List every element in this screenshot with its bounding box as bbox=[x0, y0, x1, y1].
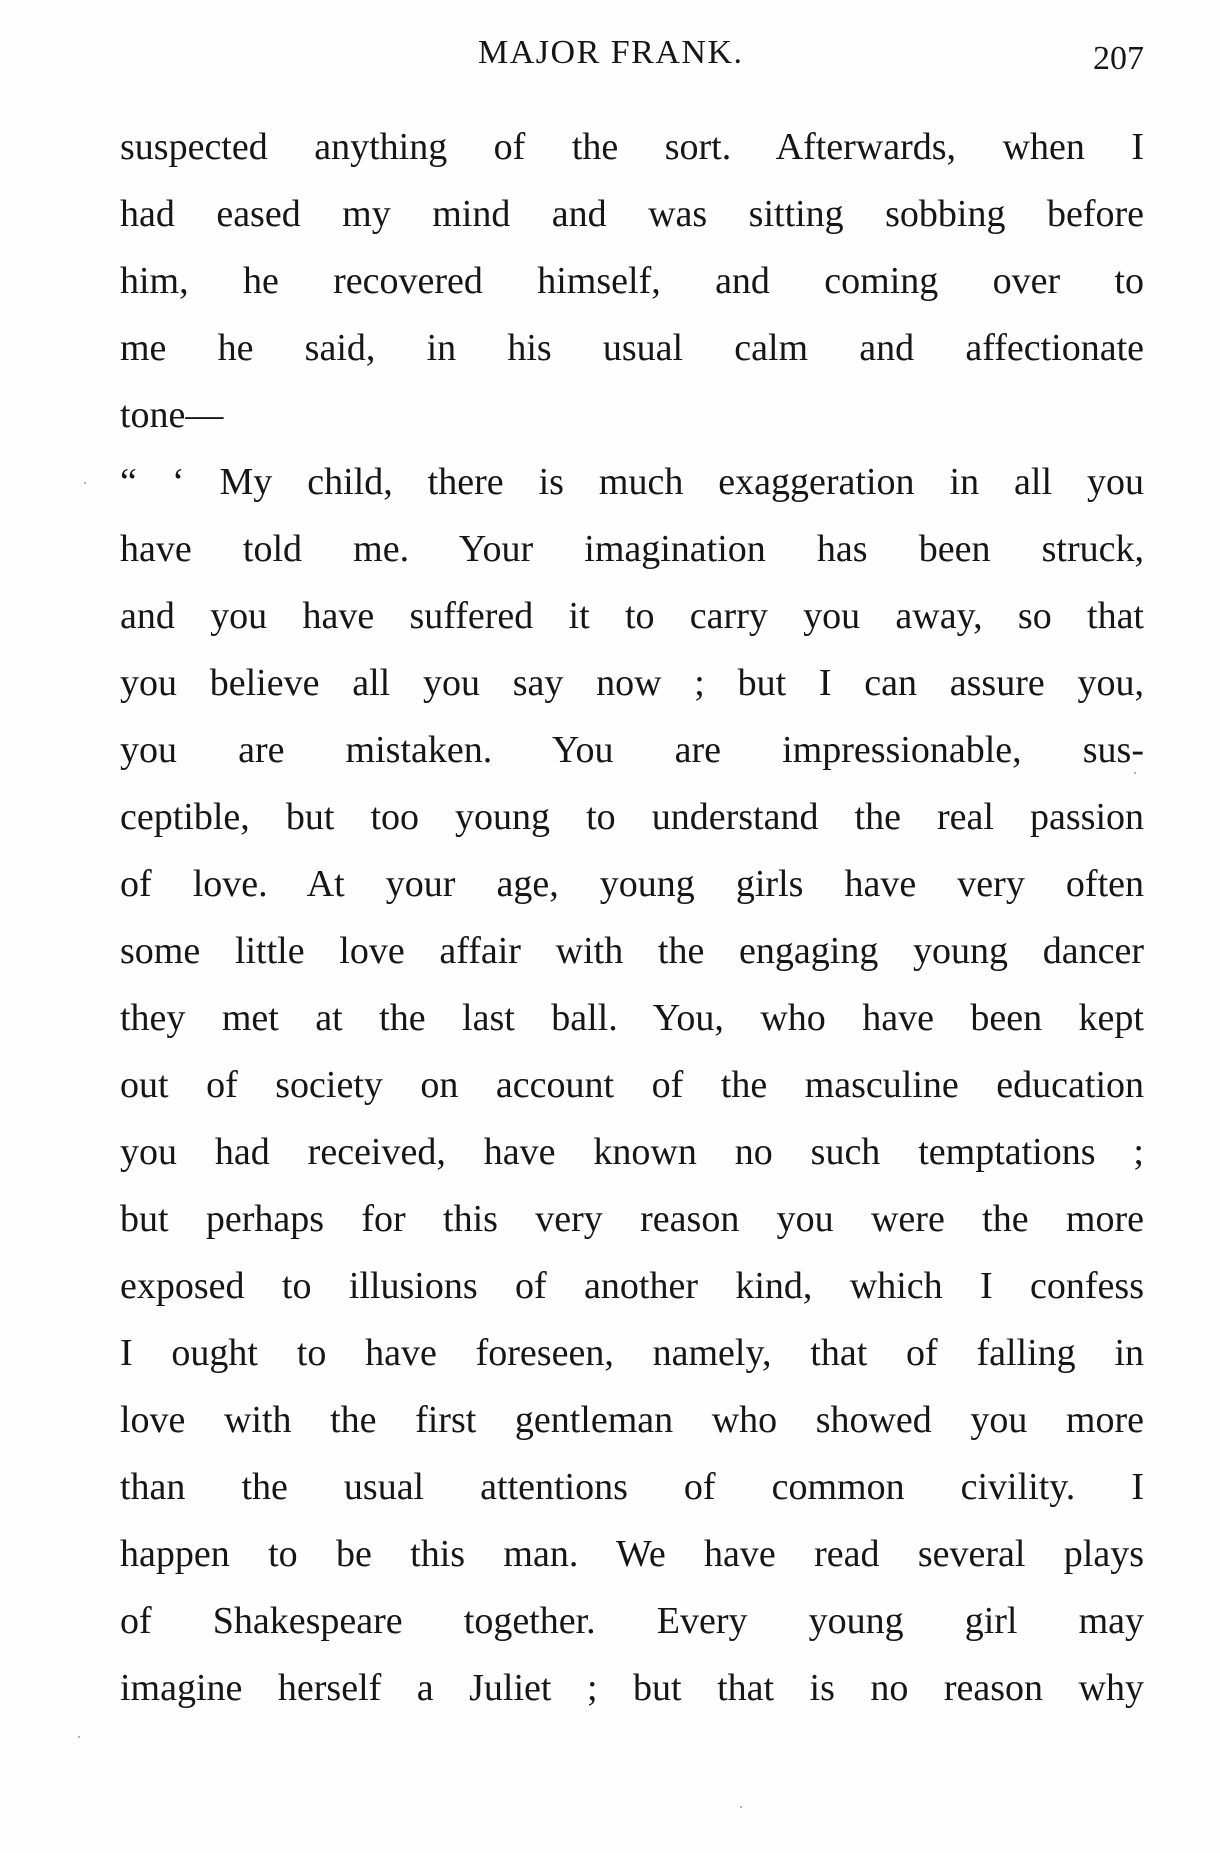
paper-speck bbox=[740, 1806, 742, 1808]
text-line: ceptible, but too young to understand the real passion bbox=[120, 796, 1144, 838]
text-line: suspected anything of the sort. Afterwards, when I bbox=[120, 126, 1144, 168]
text-line: some little love affair with the engaging young dancer bbox=[120, 930, 1144, 972]
text-line: tone— bbox=[120, 394, 224, 436]
text-line: you are mistaken. You are impressionable, sus- bbox=[120, 729, 1144, 771]
text-line: had eased my mind and was sitting sobbing before bbox=[120, 193, 1144, 235]
running-title: MAJOR FRANK. bbox=[478, 34, 744, 71]
paper-speck bbox=[78, 1736, 80, 1738]
text-line: but perhaps for this very reason you were the more bbox=[120, 1198, 1144, 1240]
text-line: of love. At your age, young girls have very often bbox=[120, 863, 1144, 905]
text-line: you had received, have known no such temptations ; bbox=[120, 1131, 1144, 1173]
text-line: I ought to have foreseen, namely, that of falling in bbox=[120, 1332, 1144, 1374]
page-number: 207 bbox=[1093, 40, 1144, 77]
paper-speck bbox=[1134, 772, 1136, 774]
text-line: of Shakespeare together. Every young girl may bbox=[120, 1600, 1144, 1642]
text-line: him, he recovered himself, and coming over to bbox=[120, 260, 1144, 302]
text-line: “ ‘ My child, there is much exaggeration in all you bbox=[120, 461, 1144, 503]
text-line: exposed to illusions of another kind, which I confess bbox=[120, 1265, 1144, 1307]
text-line: than the usual attentions of common civility. I bbox=[120, 1466, 1144, 1508]
text-line: you believe all you say now ; but I can assure you, bbox=[120, 662, 1144, 704]
paper-speck bbox=[84, 482, 86, 484]
text-line: they met at the last ball. You, who have been kept bbox=[120, 997, 1144, 1039]
text-line: love with the first gentleman who showed you more bbox=[120, 1399, 1144, 1441]
body-text bbox=[120, 114, 1144, 1722]
text-line: have told me. Your imagination has been struck, bbox=[120, 528, 1144, 570]
page-header bbox=[120, 34, 1144, 86]
text-line: and you have suffered it to carry you away, so that bbox=[120, 595, 1144, 637]
text-line: me he said, in his usual calm and affectionate bbox=[120, 327, 1144, 369]
text-line: imagine herself a Juliet ; but that is no reason why bbox=[120, 1667, 1144, 1709]
text-line: happen to be this man. We have read several plays bbox=[120, 1533, 1144, 1575]
text-line: out of society on account of the masculine education bbox=[120, 1064, 1144, 1106]
